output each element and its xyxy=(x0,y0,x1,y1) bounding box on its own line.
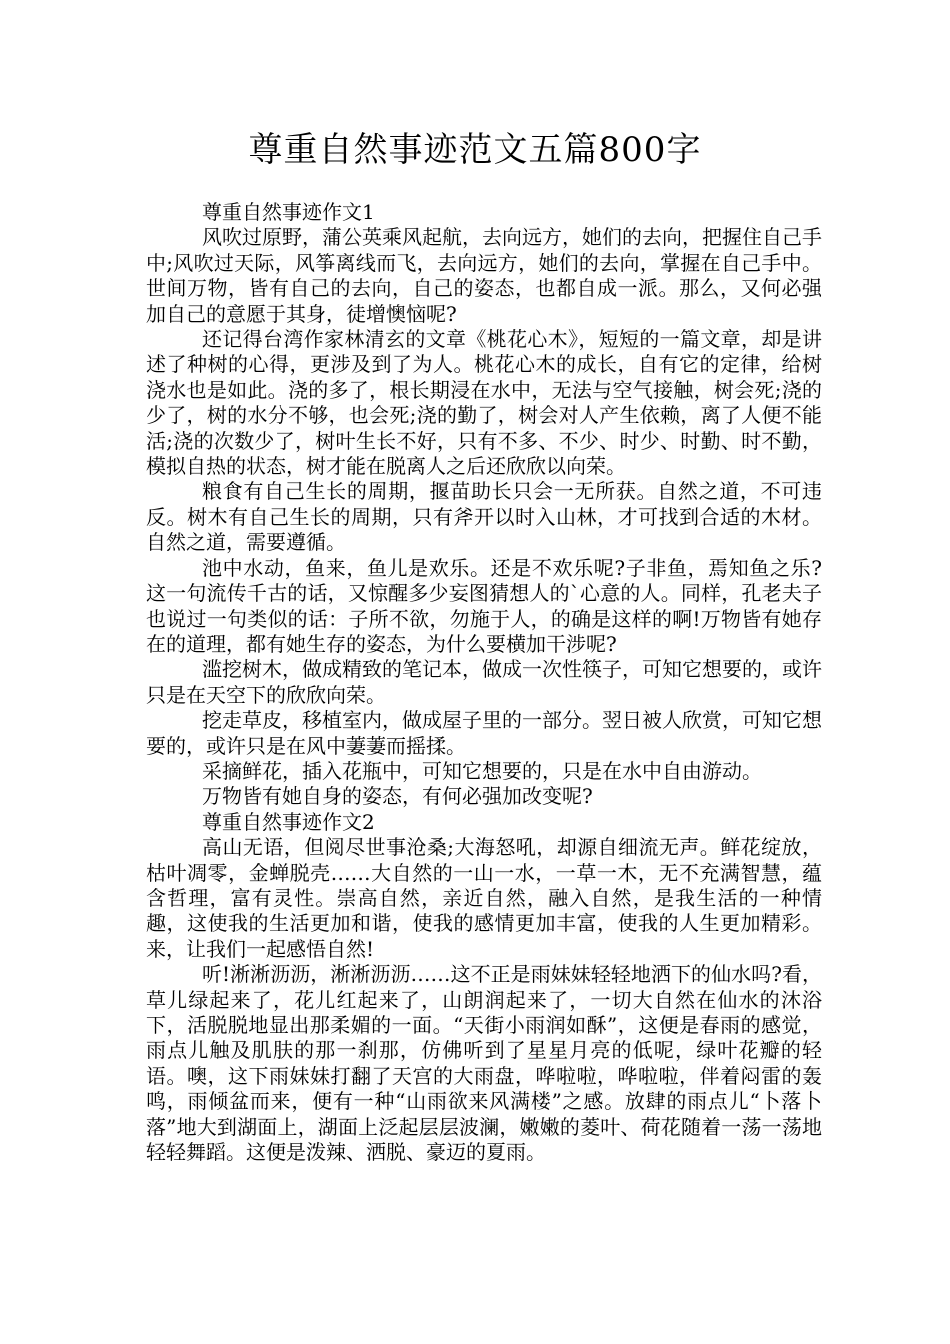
paragraph: 还记得台湾作家林清玄的文章《桃花心木》，短短的一篇文章，却是讲述了种树的心得，更涉及到了为人。桃花心木的成长，自有它的定律，给树浇水也是如此。浇的多了，根长期浸在水中，无法与空气接触，树会死;浇的少了，树的水分不够，也会死;浇的勤了，树会对人产生依赖，离了人便不能活;浇的次数少了，树叶生长不好，只有不多、不少、时少、时勤、时不勤，模拟自热的状态，树才能在脱离人之后还欣欣以向荣。 xyxy=(146,327,822,479)
document-title: 尊重自然事迹范文五篇800字 xyxy=(248,130,702,170)
section-heading-1: 尊重自然事迹作文1 xyxy=(202,200,375,224)
document-body xyxy=(146,200,822,1165)
paragraph: 采摘鲜花，插入花瓶中，可知它想要的，只是在水中自由游动。 xyxy=(202,758,762,783)
paragraph: 风吹过原野，蒲公英乘风起航，去向远方，她们的去向，把握住自己手中;风吹过天际，风筝离线而飞，去向远方，她们的去向，掌握在自己手中。世间万物，皆有自己的去向，自己的姿态，也都自成一派。那么，又何必强加自己的意愿于其身，徒增懊恼呢? xyxy=(146,225,822,326)
paragraph: 万物皆有她自身的姿态，有何必强加改变呢? xyxy=(202,784,593,809)
paragraph: 滥挖树木，做成精致的笔记本，做成一次性筷子，可知它想要的，或许只是在天空下的欣欣向荣。 xyxy=(146,657,822,707)
paragraph: 听!淅淅沥沥，淅淅沥沥……这不正是雨妹妹轻轻地洒下的仙水吗?看，草儿绿起来了，花儿红起来了，山朗润起来了，一切大自然在仙水的沐浴下，活脱脱地显出那柔媚的一面。“天街小雨润如酥”，这便是春雨的感觉，雨点儿触及肌肤的那一刹那，仿佛听到了星星月亮的低呢，绿叶花瓣的轻语。噢，这下雨妹妹打翻了天宫的大雨盘，哗啦啦，哗啦啦，伴着闷雷的轰鸣，雨倾盆而来，便有一种“山雨欲来风满楼”之感。放肆的雨点儿“卜落卜落”地大到湖面上，湖面上泛起层层波澜，嫩嫩的菱叶、荷花随着一荡一荡地轻轻舞蹈。这便是泼辣、洒脱、豪迈的夏雨。 xyxy=(146,962,822,1165)
paragraph: 池中水动，鱼来，鱼儿是欢乐。还是不欢乐呢?子非鱼，焉知鱼之乐?这一句流传千古的话，又惊醒多少妄图猜想人的`心意的人。同样，孔老夫子也说过一句类似的话：子所不欲，勿施于人，的确是这样的啊!万物皆有她存在的道理，都有她生存的姿态，为什么要横加干涉呢? xyxy=(146,555,822,656)
paragraph: 高山无语，但阅尽世事沧桑;大海怒吼，却源自细流无声。鲜花绽放，枯叶凋零，金蝉脱壳……大自然的一山一水，一草一木，无不充满智慧，蕴含哲理，富有灵性。崇高自然，亲近自然，融入自然，是我生活的一种情趣，这使我的生活更加和谐，使我的感情更加丰富，使我的人生更加精彩。来，让我们一起感悟自然! xyxy=(146,835,822,961)
paragraph: 挖走草皮，移植室内，做成屋子里的一部分。翌日被人欣赏，可知它想要的，或许只是在风中萋萋而摇揉。 xyxy=(146,708,822,758)
section-heading-2: 尊重自然事迹作文2 xyxy=(202,809,375,834)
paragraph: 粮食有自己生长的周期，揠苗助长只会一无所获。自然之道，不可违反。树木有自己生长的周期，只有斧开以时入山林，才可找到合适的木材。自然之道，需要遵循。 xyxy=(146,479,822,555)
